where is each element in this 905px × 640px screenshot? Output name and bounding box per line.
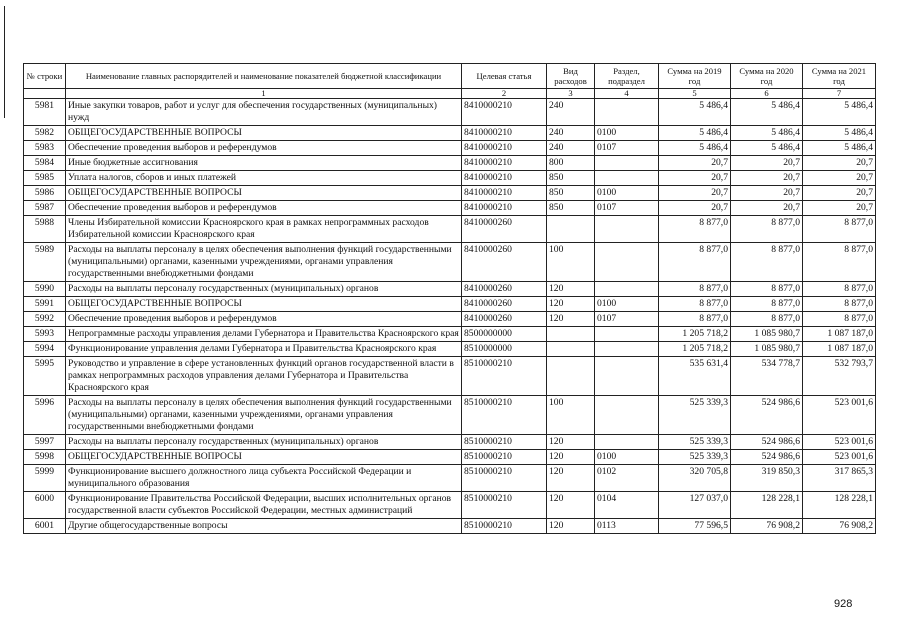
row-target-article: 8510000210: [462, 435, 547, 450]
row-target-article: 8410000210: [462, 201, 547, 216]
row-section: [595, 396, 659, 435]
table-row: [24, 216, 876, 243]
row-sum-2020: 20,7: [731, 156, 803, 171]
column-number: 4: [595, 89, 659, 99]
row-target-article: 8410000260: [462, 243, 547, 282]
row-target-article: 8410000260: [462, 216, 547, 243]
header-row-number: № строки: [24, 64, 66, 89]
row-name: ОБЩЕГОСУДАРСТВЕННЫЕ ВОПРОСЫ: [66, 186, 462, 201]
row-number: 6000: [24, 492, 66, 519]
row-target-article: 8410000260: [462, 312, 547, 327]
row-number: 5999: [24, 465, 66, 492]
header-sum-2019: Сумма на 2019 год: [659, 64, 731, 89]
table-row: [24, 342, 876, 357]
row-name: Руководство и управление в сфере установленных функций органов государственной власти в рамках непрограммных расходов управления делами Губернатора и Правительства Красноярского края: [66, 357, 462, 396]
row-expense-type: 120: [547, 450, 595, 465]
column-number: 3: [547, 89, 595, 99]
row-sum-2020: 8 877,0: [731, 297, 803, 312]
row-target-article: 8410000210: [462, 126, 547, 141]
row-target-article: 8410000260: [462, 282, 547, 297]
row-section: 0100: [595, 297, 659, 312]
row-sum-2019: 20,7: [659, 171, 731, 186]
row-sum-2021: 8 877,0: [803, 243, 876, 282]
header-name: Наименование главных распорядителей и наименование показателей бюджетной классификации: [66, 64, 462, 89]
row-sum-2019: 5 486,4: [659, 99, 731, 126]
row-sum-2019: 5 486,4: [659, 126, 731, 141]
row-sum-2019: 8 877,0: [659, 297, 731, 312]
row-expense-type: 850: [547, 171, 595, 186]
row-sum-2021: 128 228,1: [803, 492, 876, 519]
table-row: [24, 243, 876, 282]
row-sum-2020: 20,7: [731, 171, 803, 186]
header-target-article: Целевая статья: [462, 64, 547, 89]
row-name: Расходы на выплаты персоналу государственных (муниципальных) органов: [66, 435, 462, 450]
column-number: 1: [66, 89, 462, 99]
header-expense-type: Вид расходов: [547, 64, 595, 89]
row-sum-2019: 525 339,3: [659, 435, 731, 450]
row-sum-2020: 1 085 980,7: [731, 327, 803, 342]
row-target-article: 8410000210: [462, 186, 547, 201]
row-sum-2021: 20,7: [803, 171, 876, 186]
row-number: 5995: [24, 357, 66, 396]
table-row: [24, 435, 876, 450]
row-expense-type: [547, 342, 595, 357]
row-name: Другие общегосударственные вопросы: [66, 519, 462, 534]
row-section: 0107: [595, 201, 659, 216]
table-row: [24, 201, 876, 216]
row-sum-2020: 20,7: [731, 186, 803, 201]
row-sum-2021: 5 486,4: [803, 126, 876, 141]
table-row: [24, 519, 876, 534]
row-number: 5988: [24, 216, 66, 243]
row-section: [595, 171, 659, 186]
header-sum-2020: Сумма на 2020 год: [731, 64, 803, 89]
row-expense-type: 240: [547, 141, 595, 156]
row-name: ОБЩЕГОСУДАРСТВЕННЫЕ ВОПРОСЫ: [66, 126, 462, 141]
row-expense-type: 120: [547, 312, 595, 327]
table-row: [24, 297, 876, 312]
header-row: [24, 64, 876, 89]
row-number: 5983: [24, 141, 66, 156]
row-name: Функционирование высшего должностного лица субъекта Российской Федерации и муниципального образования: [66, 465, 462, 492]
row-target-article: 8510000000: [462, 342, 547, 357]
row-sum-2020: 128 228,1: [731, 492, 803, 519]
row-sum-2021: 1 087 187,0: [803, 327, 876, 342]
row-number: 5993: [24, 327, 66, 342]
row-name: Члены Избирательной комиссии Красноярского края в рамках непрограммных расходов Избирательной комиссии Красноярского края: [66, 216, 462, 243]
row-sum-2020: 8 877,0: [731, 312, 803, 327]
row-number: 5994: [24, 342, 66, 357]
table-row: [24, 465, 876, 492]
table-row: [24, 492, 876, 519]
row-sum-2021: 5 486,4: [803, 141, 876, 156]
row-section: [595, 357, 659, 396]
row-name: ОБЩЕГОСУДАРСТВЕННЫЕ ВОПРОСЫ: [66, 297, 462, 312]
table-row: [24, 357, 876, 396]
row-number: 6001: [24, 519, 66, 534]
row-section: [595, 435, 659, 450]
row-sum-2020: 524 986,6: [731, 435, 803, 450]
row-target-article: 8510000210: [462, 465, 547, 492]
row-sum-2020: 20,7: [731, 201, 803, 216]
row-sum-2019: 8 877,0: [659, 312, 731, 327]
row-sum-2021: 20,7: [803, 201, 876, 216]
header-sum-2021: Сумма на 2021 год: [803, 64, 876, 89]
row-section: 0107: [595, 141, 659, 156]
page-number: 928: [834, 598, 853, 610]
row-number: 5990: [24, 282, 66, 297]
row-expense-type: 120: [547, 465, 595, 492]
row-sum-2020: 524 986,6: [731, 450, 803, 465]
table-body: [24, 99, 876, 534]
row-expense-type: 120: [547, 297, 595, 312]
row-sum-2021: 8 877,0: [803, 216, 876, 243]
row-name: Обеспечение проведения выборов и референдумов: [66, 141, 462, 156]
row-expense-type: 120: [547, 435, 595, 450]
row-sum-2019: 20,7: [659, 156, 731, 171]
row-sum-2020: 524 986,6: [731, 396, 803, 435]
row-section: [595, 342, 659, 357]
row-sum-2020: 1 085 980,7: [731, 342, 803, 357]
row-section: [595, 156, 659, 171]
row-sum-2021: 20,7: [803, 156, 876, 171]
column-number: 2: [462, 89, 547, 99]
row-sum-2019: 77 596,5: [659, 519, 731, 534]
row-number: 5998: [24, 450, 66, 465]
row-expense-type: 120: [547, 519, 595, 534]
row-name: Функционирование управления делами Губернатора и Правительства Красноярского края: [66, 342, 462, 357]
row-section: 0100: [595, 186, 659, 201]
row-sum-2021: 76 908,2: [803, 519, 876, 534]
table-row: [24, 156, 876, 171]
row-sum-2019: 1 205 718,2: [659, 327, 731, 342]
row-target-article: 8510000210: [462, 396, 547, 435]
row-expense-type: 800: [547, 156, 595, 171]
row-target-article: 8510000210: [462, 519, 547, 534]
row-name: Иные закупки товаров, работ и услуг для обеспечения государственных (муниципальных) нужд: [66, 99, 462, 126]
row-sum-2021: 523 001,6: [803, 450, 876, 465]
row-name: Расходы на выплаты персоналу в целях обеспечения выполнения функций государственными (муниципальными) органами, казенными учреждениями, органами управления государственными внебюджетными фондами: [66, 243, 462, 282]
table-row: [24, 186, 876, 201]
table-row: [24, 282, 876, 297]
row-section: [595, 282, 659, 297]
row-name: Уплата налогов, сборов и иных платежей: [66, 171, 462, 186]
row-section: 0107: [595, 312, 659, 327]
row-expense-type: 120: [547, 492, 595, 519]
row-section: 0104: [595, 492, 659, 519]
row-name: Непрограммные расходы управления делами Губернатора и Правительства Красноярского края: [66, 327, 462, 342]
row-target-article: 8510000210: [462, 450, 547, 465]
row-sum-2021: 20,7: [803, 186, 876, 201]
row-sum-2019: 320 705,8: [659, 465, 731, 492]
row-expense-type: 850: [547, 186, 595, 201]
row-sum-2019: 8 877,0: [659, 243, 731, 282]
row-section: [595, 243, 659, 282]
row-sum-2020: 5 486,4: [731, 99, 803, 126]
row-sum-2019: 525 339,3: [659, 450, 731, 465]
row-section: [595, 327, 659, 342]
row-sum-2020: 8 877,0: [731, 243, 803, 282]
row-expense-type: [547, 357, 595, 396]
row-sum-2020: 8 877,0: [731, 282, 803, 297]
row-expense-type: 100: [547, 396, 595, 435]
row-expense-type: 850: [547, 201, 595, 216]
row-section: [595, 216, 659, 243]
row-sum-2019: 1 205 718,2: [659, 342, 731, 357]
row-expense-type: [547, 327, 595, 342]
row-sum-2021: 317 865,3: [803, 465, 876, 492]
row-sum-2021: 532 793,7: [803, 357, 876, 396]
row-sum-2020: 8 877,0: [731, 216, 803, 243]
row-sum-2019: 8 877,0: [659, 282, 731, 297]
row-expense-type: 120: [547, 282, 595, 297]
table-row: [24, 171, 876, 186]
row-section: 0102: [595, 465, 659, 492]
row-sum-2020: 534 778,7: [731, 357, 803, 396]
row-number: 5987: [24, 201, 66, 216]
row-section: [595, 99, 659, 126]
row-sum-2020: 76 908,2: [731, 519, 803, 534]
row-number: 5984: [24, 156, 66, 171]
row-sum-2020: 5 486,4: [731, 126, 803, 141]
row-section: 0100: [595, 126, 659, 141]
row-sum-2021: 523 001,6: [803, 396, 876, 435]
table-row: [24, 126, 876, 141]
row-name: Иные бюджетные ассигнования: [66, 156, 462, 171]
column-number: 7: [803, 89, 876, 99]
row-expense-type: 240: [547, 126, 595, 141]
row-sum-2021: 8 877,0: [803, 297, 876, 312]
row-target-article: 8410000210: [462, 171, 547, 186]
table-row: [24, 141, 876, 156]
table-row: [24, 450, 876, 465]
row-sum-2019: 535 631,4: [659, 357, 731, 396]
row-sum-2019: 20,7: [659, 201, 731, 216]
row-name: Обеспечение проведения выборов и референдумов: [66, 312, 462, 327]
row-target-article: 8410000210: [462, 156, 547, 171]
column-number: [24, 89, 66, 99]
row-expense-type: 100: [547, 243, 595, 282]
row-expense-type: 240: [547, 99, 595, 126]
budget-table: [23, 63, 876, 534]
table-row: [24, 312, 876, 327]
row-name: Расходы на выплаты персоналу в целях обеспечения выполнения функций государственными (муниципальными) органами, казенными учреждениями, органами управления государственными внебюджетными фондами: [66, 396, 462, 435]
row-sum-2021: 523 001,6: [803, 435, 876, 450]
row-name: Функционирование Правительства Российской Федерации, высших исполнительных органов государственной власти субъектов Российской Федерации, местных администраций: [66, 492, 462, 519]
row-sum-2020: 319 850,3: [731, 465, 803, 492]
row-sum-2019: 8 877,0: [659, 216, 731, 243]
row-sum-2020: 5 486,4: [731, 141, 803, 156]
row-target-article: 8500000000: [462, 327, 547, 342]
margin-line: [4, 6, 5, 118]
row-sum-2019: 127 037,0: [659, 492, 731, 519]
row-section: 0113: [595, 519, 659, 534]
row-number: 5997: [24, 435, 66, 450]
row-sum-2021: 1 087 187,0: [803, 342, 876, 357]
row-target-article: 8410000210: [462, 141, 547, 156]
table-row: [24, 327, 876, 342]
row-sum-2021: 5 486,4: [803, 99, 876, 126]
row-number: 5991: [24, 297, 66, 312]
row-sum-2019: 525 339,3: [659, 396, 731, 435]
row-target-article: 8410000260: [462, 297, 547, 312]
column-number: 5: [659, 89, 731, 99]
row-number: 5989: [24, 243, 66, 282]
column-number: 6: [731, 89, 803, 99]
row-section: 0100: [595, 450, 659, 465]
row-name: Расходы на выплаты персоналу государственных (муниципальных) органов: [66, 282, 462, 297]
row-name: ОБЩЕГОСУДАРСТВЕННЫЕ ВОПРОСЫ: [66, 450, 462, 465]
row-number: 5981: [24, 99, 66, 126]
header-section: Раздел, подраздел: [595, 64, 659, 89]
row-number: 5992: [24, 312, 66, 327]
row-number: 5985: [24, 171, 66, 186]
row-number: 5982: [24, 126, 66, 141]
table-row: [24, 396, 876, 435]
row-number: 5996: [24, 396, 66, 435]
row-sum-2021: 8 877,0: [803, 312, 876, 327]
row-sum-2019: 5 486,4: [659, 141, 731, 156]
row-expense-type: [547, 216, 595, 243]
table-row: [24, 99, 876, 126]
row-name: Обеспечение проведения выборов и референдумов: [66, 201, 462, 216]
row-target-article: 8410000210: [462, 99, 547, 126]
row-number: 5986: [24, 186, 66, 201]
column-number-row: [24, 89, 876, 99]
row-target-article: 8510000210: [462, 492, 547, 519]
row-sum-2019: 20,7: [659, 186, 731, 201]
row-sum-2021: 8 877,0: [803, 282, 876, 297]
row-target-article: 8510000210: [462, 357, 547, 396]
